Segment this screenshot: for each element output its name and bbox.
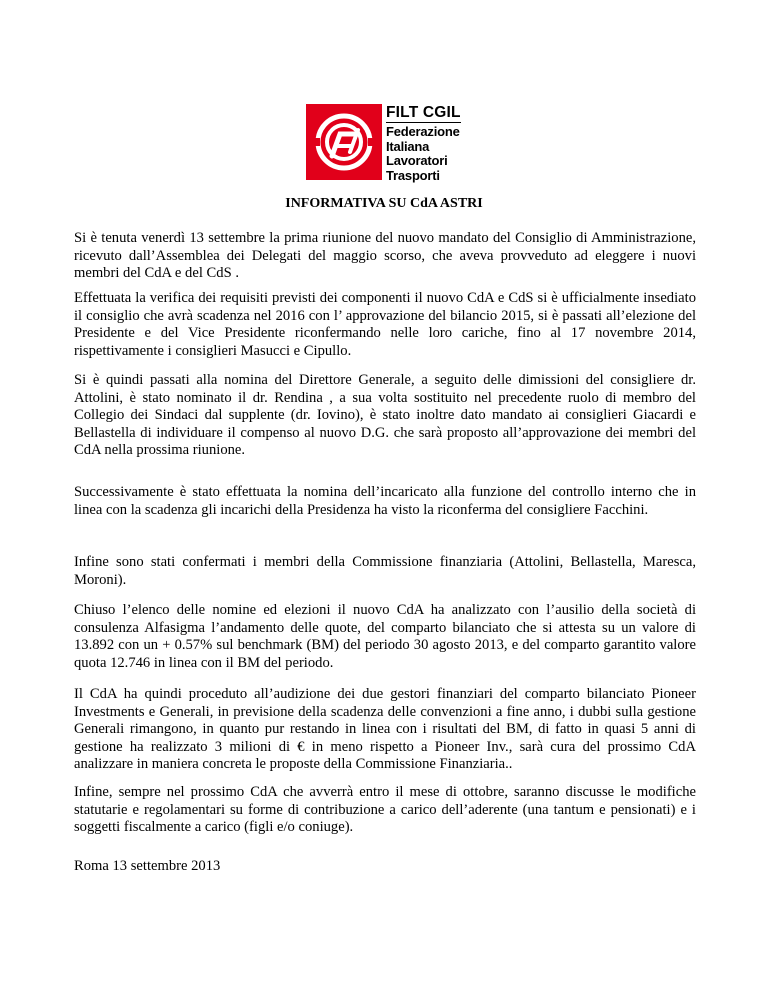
- paragraph-5: Infine sono stati confermati i membri della Commissione finanziaria (Attolini, Bellastella, Maresca, Moroni).: [74, 554, 696, 588]
- logo-line-trasporti: Trasporti: [386, 167, 440, 183]
- logo-wordmark: [386, 104, 461, 183]
- paragraph-4: Successivamente è stato effettuata la nomina dell’incaricato alla funzione del controllo interno che in linea con la scadenza gli incarichi della Presidenza ha visto la riconferma del consigliere Facchini.: [74, 484, 696, 518]
- logo-line-federazione: Federazione: [386, 124, 460, 139]
- signature-date: Roma 13 settembre 2013: [74, 858, 221, 874]
- logo-line-lavoratori: Lavoratori: [386, 153, 448, 168]
- paragraph-3: Si è quindi passati alla nomina del Direttore Generale, a seguito delle dimissioni del consigliere dr. Attolini, è stato nominato il dr. Rendina , a sua volta sostituito nel precedente ruolo di membro del Collegio dei Sindaci dal supplente (dr. Iovino), è stato inoltre dato mandato ai consiglieri Giacardi e Bellastella di individuare il compenso al nuovo D.G. che sarà proposto all’approvazione dei membri del CdA nella prossima riunione.: [74, 372, 696, 458]
- logo-line-italiana: Italiana: [386, 138, 430, 154]
- document-title: INFORMATIVA SU CdA ASTRI: [285, 196, 483, 211]
- paragraph-8: Infine, sempre nel prossimo CdA che avverrà entro il mese di ottobre, saranno discusse le modifiche statutarie e regolamentari su forme di contribuzione a carico dell’aderente (una tantum e pensionati) e i soggetti fiscalmente a carico (figli e/o coniuge).: [74, 784, 696, 835]
- paragraph-2: Effettuata la verifica dei requisiti previsti dei componenti il nuovo CdA e CdS si è ufficialmente insediato il consiglio che avrà scadenza nel 2016 con l’ approvazione del bilancio 2015, si è passati all’elezione del Presidente e del Vice Presidente riconfermando nelle loro cariche, fino al 17 novembre 2014, rispettivamente i consiglieri Masucci e Cipullo.: [74, 290, 696, 359]
- filt-cgil-emblem-icon: [306, 104, 382, 180]
- paragraph-1: Si è tenuta venerdì 13 settembre la prima riunione del nuovo mandato del Consiglio di Amministrazione, ricevuto dall’Assemblea dei Delegati del maggio scorso, che aveva provveduto ad eleggere i nuovi membri del CdA e del CdS .: [74, 230, 696, 281]
- paragraph-6: Chiuso l’elenco delle nomine ed elezioni il nuovo CdA ha analizzato con l’ausilio della società di consulenza Alfasigma l’andamento delle quote, del comparto bilanciato che si attesta su un valore di 13.892 con un + 0.57% sul benchmark (BM) del periodo 30 agosto 2013, e del comparto garantito valore quota 12.746 in linea con il BM del periodo.: [74, 602, 696, 671]
- filt-cgil-logo: [306, 104, 484, 183]
- paragraph-7: Il CdA ha quindi proceduto all’audizione dei due gestori finanziari del comparto bilanciato Pioneer Investments e Generali, in previsione della scadenza delle convenzioni a fine anno, i dubbi sulla gestione Generali rimangono, in quanto pur restando in linea con i risultati del BM, di fatto in quasi 5 anni di gestione ha realizzato 3 milioni di € in meno rispetto a Pioneer Inv., sarà cura del prossimo CdA analizzare in maniera concreta le proposte della Commissione Finanziaria..: [74, 686, 696, 772]
- logo-title: FILT CGIL: [386, 104, 461, 121]
